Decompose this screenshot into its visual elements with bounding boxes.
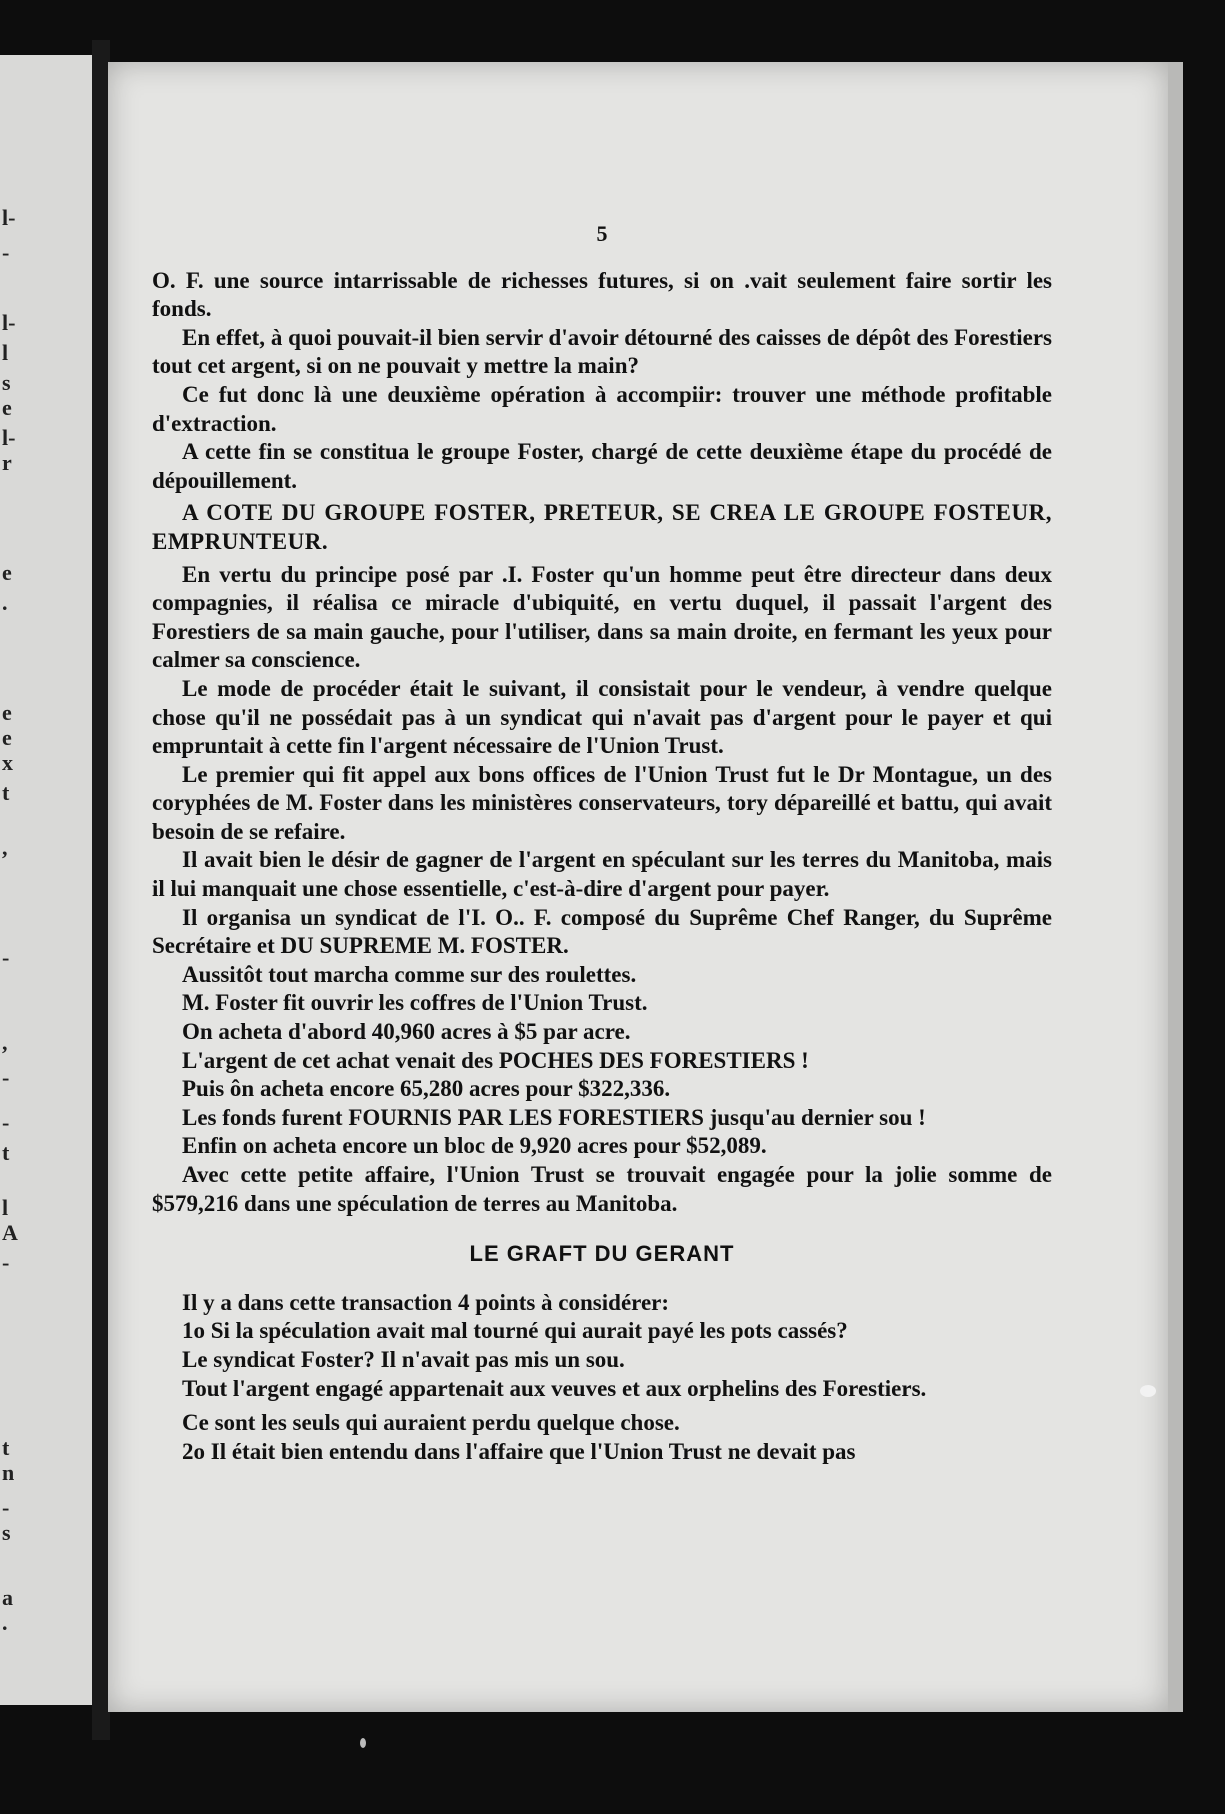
page-right-edge: [1168, 62, 1183, 1712]
left-page-fragment: l: [2, 340, 9, 365]
left-page-fragment: l: [2, 1195, 9, 1220]
left-page-fragment: s: [2, 1520, 11, 1545]
section-heading: LE GRAFT DU GERANT: [469, 1241, 735, 1267]
left-page-fragment: -: [2, 945, 10, 970]
paragraph: Ce sont les seuls qui auraient perdu quelque chose.: [182, 1410, 680, 1436]
left-page-fragment: l-: [2, 425, 16, 450]
page-body: [152, 220, 1052, 1466]
left-page-fragment: -: [2, 240, 10, 265]
left-page-fragment: s: [2, 370, 11, 395]
left-page-fragment: .: [2, 590, 8, 615]
left-page-fragment: -: [2, 1110, 10, 1135]
left-page-fragment: t: [2, 1435, 10, 1460]
paragraph: Aussitôt tout marcha comme sur des roulettes.: [182, 961, 637, 987]
left-page-fragment: t: [2, 780, 10, 805]
paragraph: Ce fut donc là une deuxième opération à accompiir: trouver une méthode profitable d'extraction.: [152, 381, 1052, 436]
paragraph: Le mode de procéder était le suivant, il consistait pour le vendeur, à vendre quelque chose qu'il ne possédait pas à un syndicat qui n'avait pas d'argent pour le payer et qui empruntait à cette fin l'argent nécessaire de l'Union Trust.: [152, 675, 1052, 759]
emphasis-paragraph: A COTE DU GROUPE FOSTER, PRETEUR, SE CREA LE GROUPE FOSTEUR, EMPRUNTEUR.: [152, 500, 1052, 554]
left-page-fragment: e: [2, 560, 12, 585]
paragraph: En vertu du principe posé par .I. Foster qu'un homme peut être directeur dans deux compagnies, il réalisa ce miracle d'ubiquité, en vertu duquel, il passait l'argent des Forestiers de sa main gauche, pour l'utiliser, dans sa main droite, en fermant les yeux pour calmer sa conscience.: [152, 561, 1052, 673]
paragraph: Les fonds furent FOURNIS PAR LES FORESTIERS jusqu'au dernier sou !: [182, 1104, 926, 1130]
paragraph: Puis ôn acheta encore 65,280 acres pour $322,336.: [182, 1076, 671, 1102]
paragraph: Tout l'argent engagé appartenait aux veuves et aux orphelins des Forestiers.: [182, 1375, 927, 1401]
left-page-fragment: ,: [2, 1030, 8, 1055]
paragraph: Il avait bien le désir de gagner de l'argent en spéculant sur les terres du Manitoba, mais il lui manquait une chose essentielle, c'est-à-dire d'argent pour payer.: [152, 847, 1052, 902]
paragraph: Il y a dans cette transaction 4 points à considérer:: [182, 1289, 670, 1315]
left-page-fragment: ,: [2, 835, 8, 860]
left-page-fragment: -: [2, 1065, 10, 1090]
paragraph: L'argent de cet achat venait des POCHES DES FORESTIERS !: [182, 1047, 809, 1073]
left-page-fragment: A: [2, 1220, 18, 1245]
paragraph: Avec cette petite affaire, l'Union Trust se trouvait engagée pour la jolie somme de $579,216 dans une spéculation de terres au Manitoba.: [152, 1162, 1052, 1216]
paragraph: Enfin on acheta encore un bloc de 9,920 acres pour $52,089.: [182, 1133, 767, 1159]
left-page-edge: [0, 55, 95, 1705]
left-page-fragment: .: [2, 1610, 8, 1635]
paragraph: M. Foster fit ouvrir les coffres de l'Union Trust.: [182, 990, 648, 1016]
left-page-fragment: e: [2, 395, 12, 420]
paragraph: En effet, à quoi pouvait-il bien servir d'avoir détourné des caisses de dépôt des Forestiers tout cet argent, si on ne pouvait y mettre la main?: [152, 324, 1052, 379]
paper-speck: [1140, 1385, 1156, 1397]
left-page-fragment: e: [2, 725, 12, 750]
left-page-fragment: n: [2, 1460, 15, 1485]
paper-speck: [360, 1738, 366, 1748]
paragraph: Il organisa un syndicat de l'I. O.. F. composé du Suprême Chef Ranger, du Suprême Secrétaire et DU SUPREME M. FOSTER.: [152, 904, 1052, 959]
paragraph: O. F. une source intarrissable de richesses futures, si on .vait seulement faire sortir les fonds.: [152, 267, 1052, 322]
left-page-fragment: l-: [2, 310, 16, 335]
left-page-fragment: t: [2, 1140, 10, 1165]
left-page-fragment: x: [2, 750, 13, 775]
paragraph: 1o Si la spéculation avait mal tourné qui aurait payé les pots cassés?: [182, 1318, 848, 1344]
paragraph: Le premier qui fit appel aux bons offices de l'Union Trust fut le Dr Montague, un des coryphées de M. Foster dans les ministères conservateurs, tory dépareillé et battu, qui avait besoin de se refaire.: [152, 761, 1052, 844]
left-page-fragment: -: [2, 1495, 10, 1520]
left-page-fragment: a: [2, 1585, 13, 1610]
paragraph: A cette fin se constitua le groupe Foster, chargé de cette deuxième étape du procédé de dépouillement.: [152, 439, 1052, 493]
paragraph: Le syndicat Foster? Il n'avait pas mis un sou.: [182, 1346, 625, 1372]
paragraph: 2o Il était bien entendu dans l'affaire que l'Union Trust ne devait pas: [182, 1438, 856, 1464]
left-page-fragment: e: [2, 700, 12, 725]
page-number: 5: [596, 221, 608, 246]
paragraph: On acheta d'abord 40,960 acres à $5 par acre.: [182, 1019, 631, 1045]
left-page-fragment: r: [2, 450, 12, 475]
left-page-fragment: l-: [2, 205, 16, 230]
left-page-fragment: -: [2, 1250, 10, 1275]
